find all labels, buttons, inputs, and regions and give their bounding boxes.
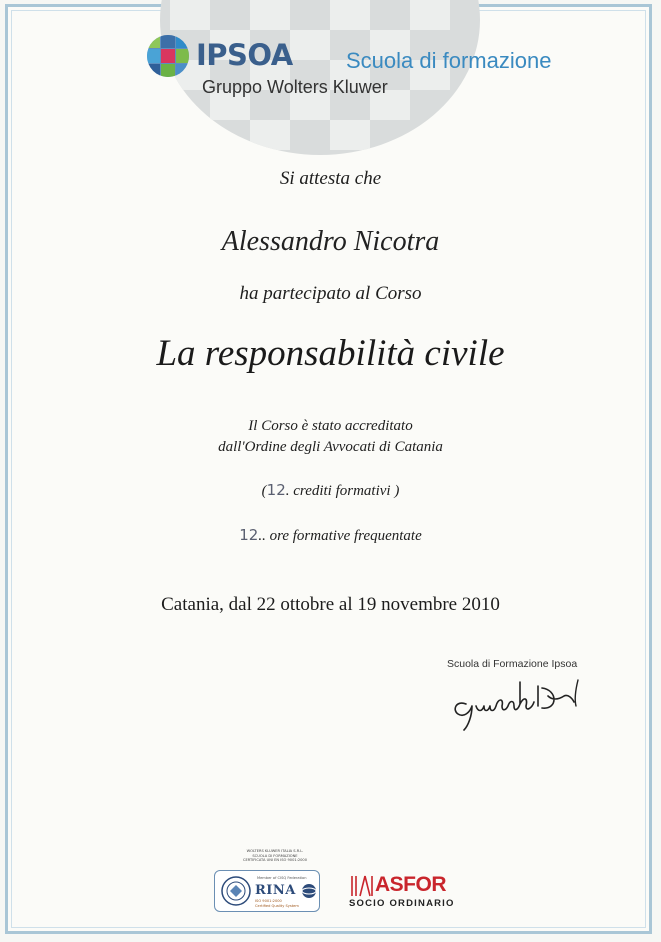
credits-label: . — [285, 483, 294, 499]
asfor-logo — [349, 872, 469, 914]
brand-group: Gruppo Wolters Kluwer — [202, 77, 388, 97]
asfor-member-type: SOCIO ORDINARIO — [349, 898, 455, 909]
ipsoa-globe-icon — [146, 34, 190, 78]
rina-certification-badge — [214, 870, 320, 912]
credits-value: 12 — [266, 481, 286, 499]
asfor-bars-icon — [350, 874, 374, 898]
accreditation-line-2: dall'Ordine degli Avvocati di Catania — [218, 439, 443, 455]
hours-line: 12.. ore formative frequentate — [239, 526, 422, 544]
intro-text: Si attesta che — [279, 168, 382, 189]
signature-label: Scuola di Formazione Ipsoa — [447, 658, 578, 670]
certification-note: WOLTERS KLUWER ITALIA S.R.L. SCUOLA DI FORMAZIONE CERTIFICATA UNI EN ISO 9001:2000 — [242, 849, 308, 862]
brand-name: IPSOA — [196, 38, 293, 72]
accreditation-line-1: Il Corso è stato accreditato — [248, 418, 413, 434]
place-and-dates: Catania, dal 22 ottobre al 19 novembre 2010 — [161, 594, 500, 615]
asfor-name: ASFOR — [375, 873, 446, 896]
hours-text: ore formative frequentate — [269, 528, 422, 544]
brand-subtitle: Scuola di formazione — [346, 48, 552, 73]
rina-seal-icon — [220, 875, 252, 907]
handwritten-signature — [448, 676, 588, 736]
hours-value: 12 — [239, 526, 259, 544]
recipient-name: Alessandro Nicotra — [221, 226, 440, 257]
rina-member-text: Member of CISQ Federation — [257, 876, 307, 880]
rina-iso-text: ISO 9001:2000 Certified Quality System — [255, 899, 299, 908]
rina-name: RINA — [255, 883, 296, 898]
credits-line — [0, 481, 661, 500]
participation-text: ha partecipato al Corso — [239, 283, 422, 304]
credits-paren: ( — [261, 483, 267, 499]
rina-globe-icon — [301, 883, 317, 899]
credits-text: crediti formativi ) — [293, 483, 400, 499]
course-title: La responsabilità civile — [156, 333, 505, 374]
